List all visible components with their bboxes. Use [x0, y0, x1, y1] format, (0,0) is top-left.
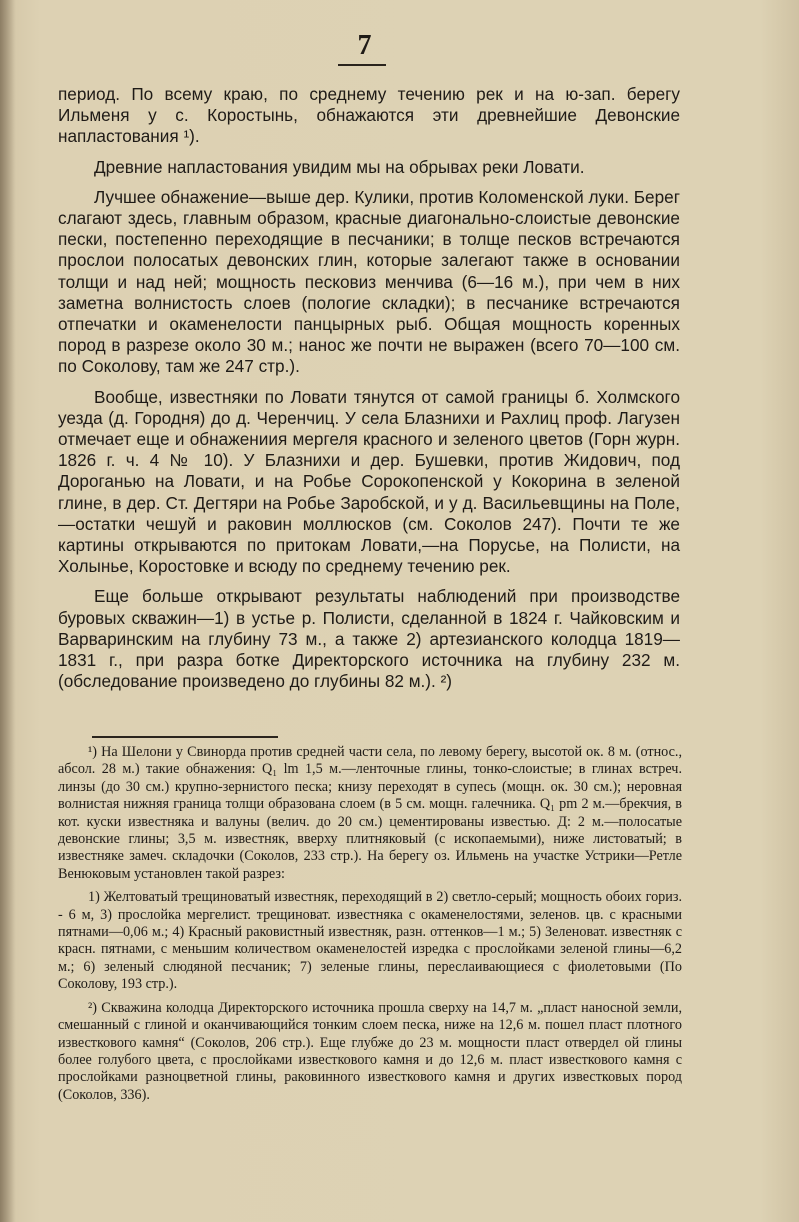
paragraph-1: период. По всему краю, по среднему течению рек и на ю-зап. берегу Ильменя у с. Коростынь, обнажаются эти древнейшие Девонские напластования ¹). [58, 84, 680, 147]
footnote-1: ¹) На Шелони у Свинорда против средней части села, по левому берегу, высотой ок. 8 м. (относ., абсол. 28 м.) такие обнажения: Q₁ lm 1,5 м.—ленточные глины, тонко-слоистые; в глинах встреч. линзы (до 30 см.) крупно-зернистого песка; книзу переходят в супесь (мощн. ок. 30 см.); неровная волнистая нижняя граница толщи образована слоем (в 5 см. мощн. галечника. Q₁ pm 2 м.—брекчия, в кот. куски известняка и валуны (велич. до 20 см.) цементированы известью. Д: 2 м.—полосатые девонские глины; 3,5 м. известняк, вверху плитняковый (с ископаемыми), ниже листоватый; в известняке замеч. складочки (Соколов, 233 стр.). На берегу оз. Ильмень на участке Устрики—Ретле Венюковым установлен такой разрез: [58, 744, 682, 882]
paragraph-5: Еще больше открывают результаты наблюдений при производстве буровых скважин—1) в устье р. Полисти, сделанной в 1824 г. Чайковским и Варваринским на глубину 73 м., а также 2) артезианского колодца 1819—1831 г., при разра ботке Директорского источника на глубину 232 м. (обследование произведено до глубины 82 м.). ²) [58, 586, 680, 692]
footnotes [58, 744, 682, 1110]
binding-shadow [0, 0, 16, 1222]
footnote-1-section: 1) Желтоватый трещиноватый известняк, переходящий в 2) светло-серый; мощность обоих гориз. - 6 м, 3) прослойка мергелист. трещиноват. известняка с окаменелостями, зеленов. цв. с красными пятнами—0,06 м.; 4) Красный раковистный известняк, разн. оттенков—1 м.; 5) Зеленоват. известняк с красн. пятнами, с меньшим количеством окаменелостей изредка с прослойками зеленой глины—6,2 м.; 6) зеленый слюдяной песчаник; 7) зеленые глины, переслаивающиеся с фиолетовыми (По Соколову, 193 стр.). [58, 889, 682, 993]
paragraph-4: Вообще, известняки по Ловати тянутся от самой границы б. Холмского уезда (д. Городня) до д. Черенчиц. У села Блазнихи и Рахлиц проф. Лагузен отмечает еще и обнажениия мергеля красного и зеленого цветов (Горн журн. 1826 г. ч. 4 № 10). У Блазнихи и дер. Бушевки, против Жидович, под Дороганью на Ловати, и на Робье Сорокопенской у Кокорина в зеленой глине, в дер. Ст. Дегтяри на Робье Заробской, и у д. Васильевщины на Поле,—остатки чешуй и раковин моллюсков (см. Соколов 247). Почти те же картины открываются по притокам Ловати,—на Порусье, на Полисти, на Холынье, Коростовке и всюду по среднему течению рек. [58, 386, 680, 577]
footnote-2: ²) Скважина колодца Директорского источника прошла сверху на 14,7 м. „пласт наносной земли, смешанный с глиной и оканчивающийся тонким слоем песка, ниже на 12,6 м. пошел пласт плотного известкового камня“ (Соколов, 206 стр.). Еще глубже до 23 м. мощности пласт отвердел ой глины более голубого цвета, с прослойками известкового камня и до 12,6 м. пласт известкового камня с прослойками разноцветной глины, раковинного известкового камня и других известковых пород (Соколов, 336). [58, 999, 682, 1103]
paragraph-3: Лучшее обнажение—выше дер. Кулики, против Коломенской луки. Берег слагают здесь, главным образом, красные диагонально-слоистые девонские пески, постепенно переходящие в песчаники; в толще песков встречаются прослои полосатых девонских глин, которые залегают также в основании толщи и над ней; мощность песковиз менчива (6—16 м.), при чем в них заметна волнистость слоев (пологие складки); в песчанике встречаются отпечатки и окаменелости панцырных рыб. Общая мощность коренных пород в разрезе около 30 м.; нанос же почти не выражен (всего 70—100 см. по Соколову, там же 247 стр.). [58, 186, 680, 377]
paragraph-2: Древние напластования увидим мы на обрывах реки Ловати. [94, 156, 585, 177]
page-number: 7 [357, 30, 373, 61]
main-text [58, 84, 680, 701]
page-number-underline [338, 64, 386, 66]
footnote-separator [92, 736, 278, 738]
